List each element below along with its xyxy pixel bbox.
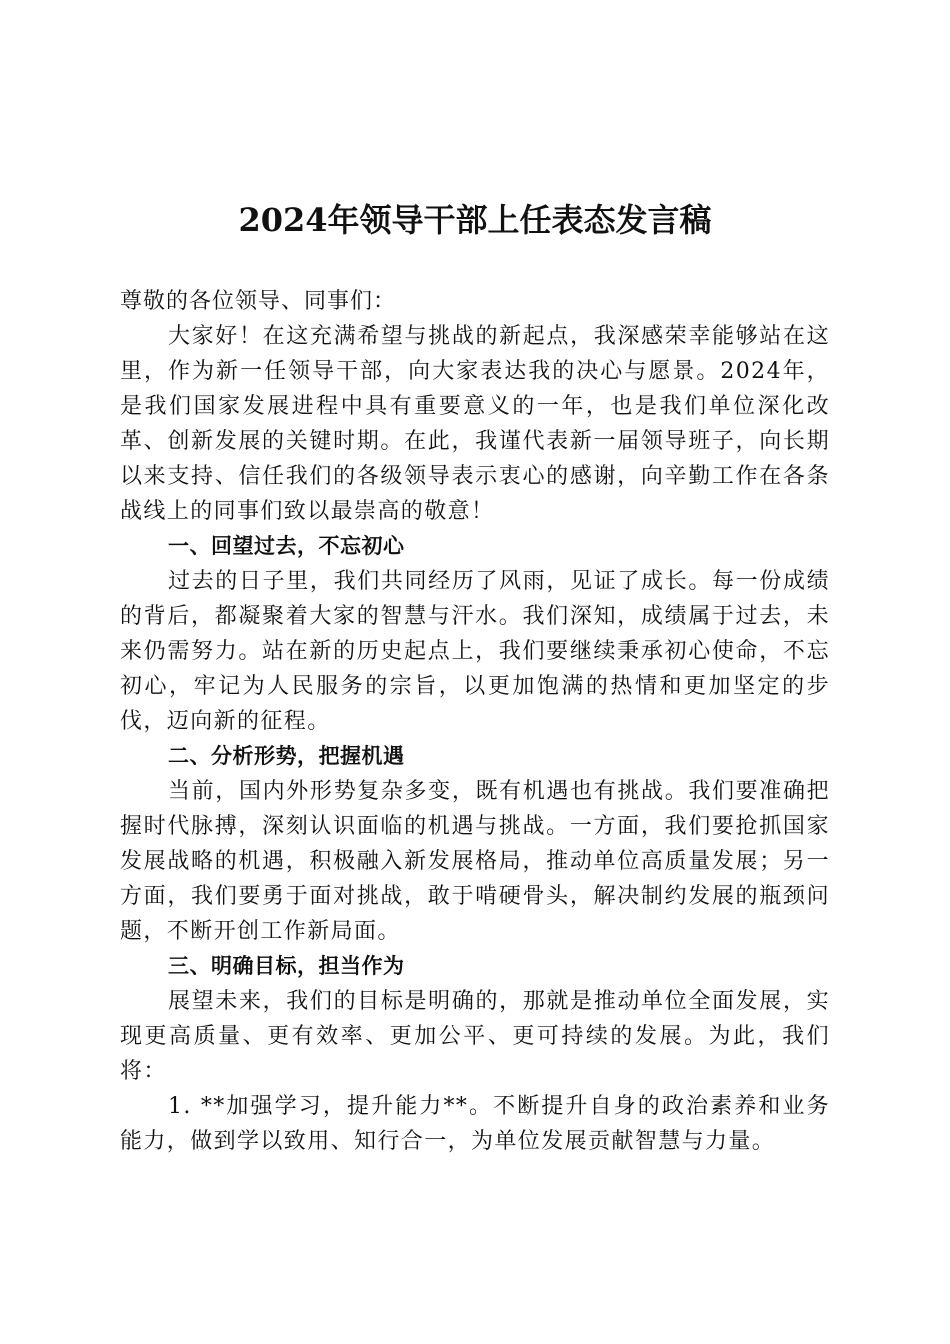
document-title: 2024年领导干部上任表态发言稿 [238, 201, 712, 239]
list-item-1: 1. **加强学习，提升能力**。不断提升自身的政治素养和业务能力，做到学以致用、知行合一，为单位发展贡献智慧与力量。 [120, 1094, 830, 1154]
document-body [120, 284, 830, 1159]
greeting-line: 尊敬的各位领导、同事们： [120, 289, 397, 314]
section-paragraph-1: 过去的日子里，我们共同经历了风雨，见证了成长。每一份成绩的背后，都凝聚着大家的智慧与汗水。我们深知，成绩属于过去，未来仍需努力。站在新的历史起点上，我们要继续秉承初心使命，不忘初心，牢记为人民服务的宗旨，以更加饱满的热情和更加坚定的步伐，迈向新的征程。 [120, 569, 830, 734]
section-heading-1: 一、回望过去，不忘初心 [168, 534, 405, 558]
intro-paragraph: 大家好！在这充满希望与挑战的新起点，我深感荣幸能够站在这里，作为新一任领导干部，向大家表达我的决心与愿景。2024年，是我们国家发展进程中具有重要意义的一年，也是我们单位深化改革、创新发展的关键时期。在此，我谨代表新一届领导班子，向长期以来支持、信任我们的各级领导表示衷心的感谢，向辛勤工作在各条战线上的同事们致以最崇高的敬意！ [120, 324, 830, 524]
section-heading-3: 三、明确目标，担当作为 [168, 954, 405, 978]
section-paragraph-2: 当前，国内外形势复杂多变，既有机遇也有挑战。我们要准确把握时代脉搏，深刻认识面临的机遇与挑战。一方面，我们要抢抓国家发展战略的机遇，积极融入新发展格局，推动单位高质量发展；另一方面，我们要勇于面对挑战，敢于啃硬骨头，解决制约发展的瓶颈问题，不断开创工作新局面。 [120, 779, 830, 944]
section-paragraph-3: 展望未来，我们的目标是明确的，那就是推动单位全面发展，实现更高质量、更有效率、更加公平、更可持续的发展。为此，我们将： [120, 989, 830, 1084]
section-heading-2: 二、分析形势，把握机遇 [168, 744, 405, 768]
